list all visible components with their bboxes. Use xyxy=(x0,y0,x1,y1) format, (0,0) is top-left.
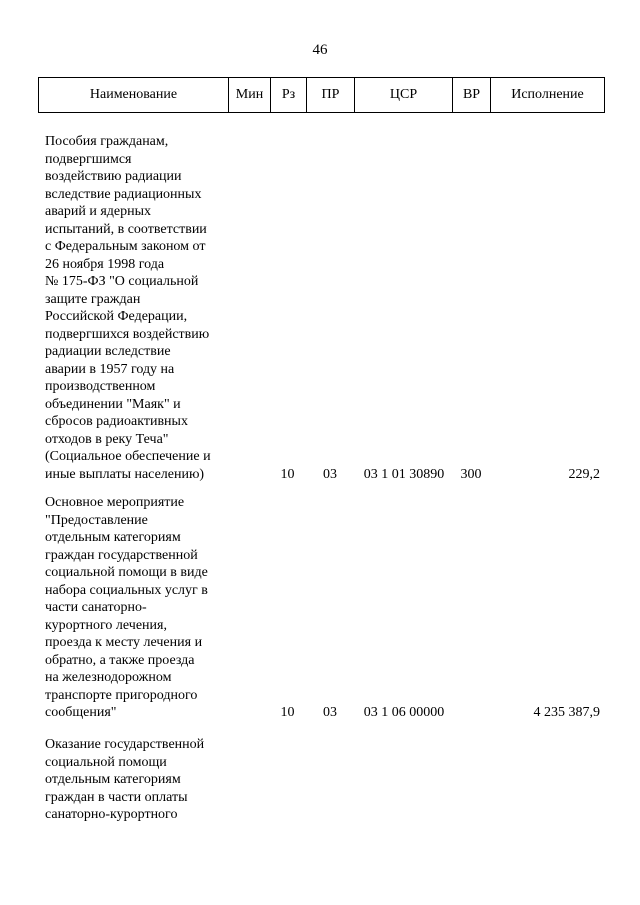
row-name-line: отходов в реку Теча" xyxy=(45,431,169,447)
row-rz: 10 xyxy=(280,466,295,482)
row-name-line: обратно, а также проезда xyxy=(45,652,195,668)
row-name-line: № 175-ФЗ "О социальной xyxy=(45,274,199,289)
row-name-line: испытаний, в соответствии xyxy=(45,221,207,237)
column-header-csr: ЦСР xyxy=(355,78,453,113)
row-name-line: отдельным категориям xyxy=(45,772,181,787)
row-name-line: набора социальных услуг в xyxy=(45,582,208,598)
page-number: 46 xyxy=(312,42,328,58)
row-name-line: аварии в 1957 году на xyxy=(45,361,175,377)
row-pr: 03 xyxy=(323,705,337,720)
row-name-line: радиации вследствие xyxy=(45,344,171,359)
row-name-line: производственном xyxy=(45,379,156,394)
row-name-line: с Федеральным законом от xyxy=(45,239,206,254)
row-name-line: на железнодорожном xyxy=(45,670,172,685)
row-name-line: граждан государственной xyxy=(45,547,198,563)
row-exec: 229,2 xyxy=(568,466,600,482)
table-header xyxy=(38,77,605,113)
row-name-line: "Предоставление xyxy=(45,512,148,528)
row-csr: 03 1 06 00000 xyxy=(363,705,445,720)
row-name-line: транспорте пригородного xyxy=(45,687,198,703)
row-exec: 4 235 387,9 xyxy=(533,705,600,720)
row-rz: 10 xyxy=(280,705,295,720)
row-name-line: граждан в части оплаты xyxy=(45,789,188,805)
row-pr: 03 xyxy=(323,466,337,482)
row-name-line: сбросов радиоактивных xyxy=(45,414,188,429)
row-name-line: объединении "Маяк" и xyxy=(45,396,181,412)
column-header-vr: ВР xyxy=(453,78,491,113)
row-name-line: подвергшихся воздействию xyxy=(45,326,210,342)
row-name-line: Основное мероприятие xyxy=(45,495,185,510)
row-name xyxy=(45,736,227,824)
row-name-line: санаторно-курортного xyxy=(45,807,178,822)
row-name-line: защите граждан xyxy=(45,291,141,307)
row-name-line: Пособия гражданам, xyxy=(45,134,169,149)
column-header-exec: Исполнение xyxy=(491,78,605,113)
row-name-line: отдельным категориям xyxy=(45,530,181,545)
row-name-line: 26 ноября 1998 года xyxy=(45,256,165,272)
row-name xyxy=(45,133,227,483)
row-name-line: сообщения" xyxy=(45,705,117,720)
row-name-line: аварий и ядерных xyxy=(45,204,152,219)
row-name-line: подвергшимся xyxy=(45,151,132,167)
row-name-line: курортного лечения, xyxy=(45,617,167,633)
row-name-line: вследствие радиационных xyxy=(45,186,202,202)
row-name-line: (Социальное обеспечение и xyxy=(45,449,211,464)
row-vr: 300 xyxy=(460,466,482,482)
row-csr: 03 1 01 30890 xyxy=(363,466,445,482)
row-name-line: Российской Федерации, xyxy=(45,309,188,324)
row-name xyxy=(45,494,227,722)
row-name-line: иные выплаты населению) xyxy=(45,466,205,482)
row-name-line: Оказание государственной xyxy=(45,737,205,752)
row-name-line: социальной помощи xyxy=(45,754,167,770)
row-name-line: социальной помощи в виде xyxy=(45,565,208,580)
row-name-line: проезда к месту лечения и xyxy=(45,635,203,650)
column-header-min: Мин xyxy=(229,78,271,113)
row-name-line: части санаторно- xyxy=(45,600,147,615)
column-header-rz: Рз xyxy=(271,78,307,113)
row-name-line: воздействию радиации xyxy=(45,169,182,184)
column-header-name: Наименование xyxy=(39,78,229,113)
column-header-pr: ПР xyxy=(307,78,355,113)
